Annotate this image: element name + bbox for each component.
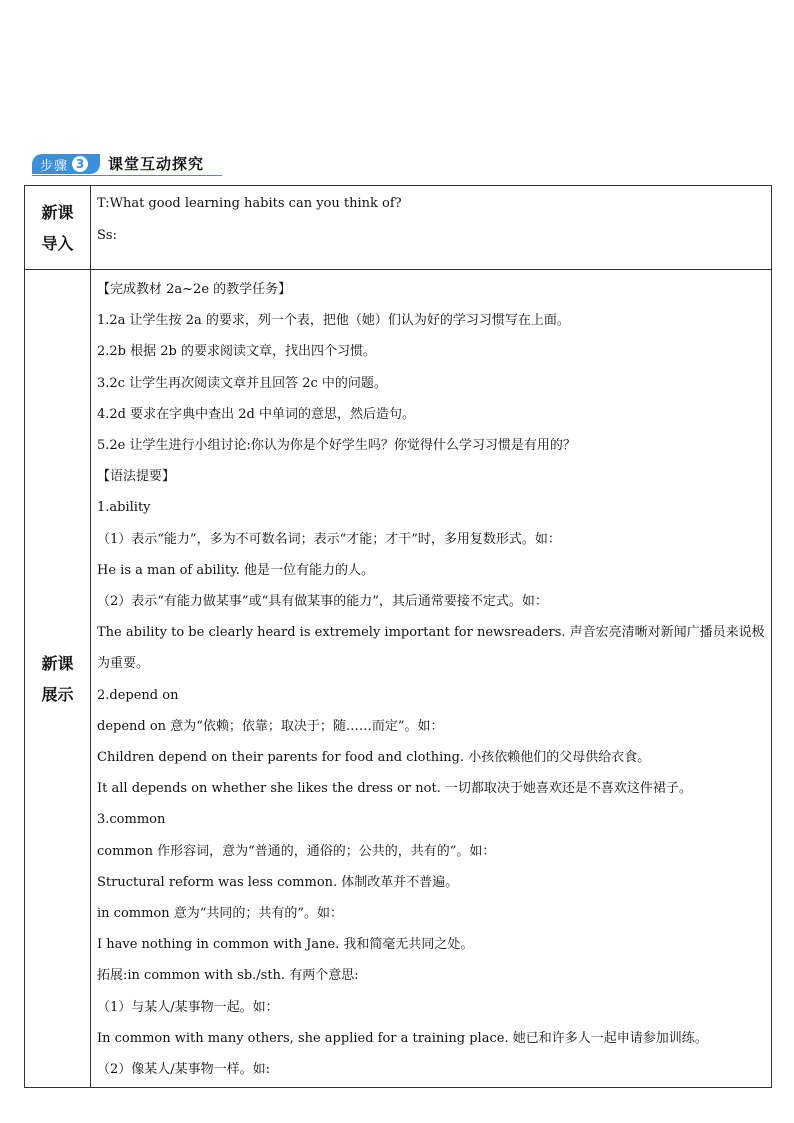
display-label-line1: 新课 — [41, 653, 74, 673]
content-line: 【完成教材 2a~2e 的教学任务】 — [97, 282, 292, 297]
step-badge-label: 步骤 — [40, 158, 69, 174]
content-line: The ability to be clearly heard is extremely important for newsreaders. 声音宏亮清晰对新闻广播员来说极为重要。 — [97, 625, 765, 672]
content-line: depend on 意为“依赖；依靠；取决于；随……而定”。如： — [97, 718, 444, 734]
intro-line: T:What good learning habits can you think of? — [97, 196, 402, 211]
step-title: 课堂互动探究 — [108, 155, 205, 173]
content-line: 4.2d 要求在字典中查出 2d 中单词的意思，然后造句。 — [97, 406, 415, 422]
content-line: He is a man of ability. 他是一位有能力的人。 — [97, 562, 375, 578]
content-line: 3.2c 让学生再次阅读文章并且回答 2c 中的问题。 — [97, 375, 387, 391]
content-line: 1.2a 让学生按 2a 的要求，列一个表，把他（她）们认为好的学习习惯写在上面。 — [97, 313, 570, 329]
content-line: 拓展:in common with sb./sth. 有两个意思: — [97, 968, 359, 984]
step-badge — [32, 154, 100, 174]
step-underline — [32, 175, 222, 176]
intro-line: Ss: — [97, 228, 117, 243]
display-label-line2: 展示 — [41, 684, 74, 704]
content-line: 1.ability — [97, 500, 151, 516]
content-line: 2.2b 根据 2b 的要求阅读文章，找出四个习惯。 — [97, 344, 376, 360]
intro-content — [91, 186, 772, 270]
display-content — [91, 270, 772, 1088]
content-line: 【语法提要】 — [97, 469, 176, 485]
intro-label — [25, 186, 91, 270]
lesson-table — [24, 185, 772, 1088]
content-line: Structural reform was less common. 体制改革并不普遍。 — [97, 874, 459, 890]
content-line: common 作形容词，意为“普通的，通俗的；公共的，共有的”。如： — [97, 843, 496, 859]
intro-row — [25, 186, 772, 270]
content-line: It all depends on whether she likes the dress or not. 一切都取决于她喜欢还是不喜欢这件裙子。 — [97, 781, 692, 797]
content-line: （2）表示“有能力做某事”或“具有做某事的能力”，其后通常要接不定式。如： — [97, 594, 548, 610]
content-line: （1）表示“能力”，多为不可数名词；表示“才能；才干”时，多用复数形式。如： — [97, 531, 561, 547]
content-line: 3.common — [97, 812, 166, 828]
content-line: 5.2e 让学生进行小组讨论:你认为你是个好学生吗？你觉得什么学习习惯是有用的？ — [97, 438, 576, 454]
display-label — [25, 270, 91, 1088]
content-line: in common 意为“共同的；共有的”。如： — [97, 906, 344, 922]
intro-label-line1: 新课 — [41, 202, 74, 222]
content-line: In common with many others, she applied for a training place. 她已和许多人一起申请参加训练。 — [97, 1030, 708, 1046]
content-line: Children depend on their parents for food and clothing. 小孩依赖他们的父母供给衣食。 — [97, 750, 651, 766]
content-line: （1）与某人/某事物一起。如： — [97, 999, 279, 1015]
step-header — [32, 153, 772, 175]
content-line: I have nothing in common with Jane. 我和简毫无共同之处。 — [97, 937, 474, 953]
display-row — [25, 270, 772, 1088]
step-number-circle: 3 — [72, 156, 88, 172]
content-line: 2.depend on — [97, 687, 179, 703]
intro-label-line2: 导入 — [41, 233, 74, 253]
content-line: （2）像某人/某事物一样。如: — [97, 1062, 271, 1078]
